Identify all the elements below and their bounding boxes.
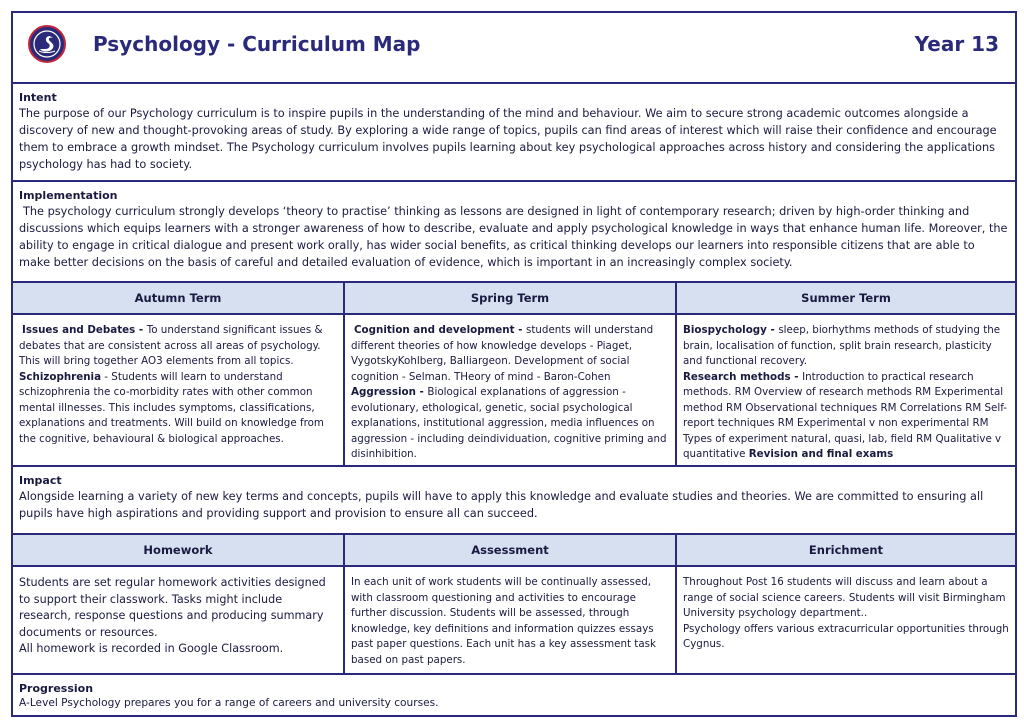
schizophrenia-title: Schizophrenia [19, 370, 102, 383]
homework-column [13, 535, 345, 673]
implementation-section [13, 182, 1015, 283]
enrichment-text: Throughout Post 16 students will discuss and learn about a range of social science careers. Students will visit Birmingham University psychology department.. [683, 576, 1006, 619]
progression-text: A-Level Psychology prepares you for a range of careers and university courses. [19, 697, 439, 709]
issues-debates-title: Issues and Debates - [22, 324, 147, 336]
autumn-term-content [13, 315, 343, 451]
biopsychology-title: Biospychology - [683, 324, 779, 336]
assessment-column [345, 535, 677, 673]
page-header [13, 13, 1015, 84]
progression-heading: Progression [19, 682, 94, 695]
cognition-development-title: Cognition and development - [354, 324, 526, 336]
biopsychology-text: sleep, biorhythms methods of studying the brain, localisation of function, split brain research, plasticity and functional recovery. [683, 324, 1001, 367]
enrichment-heading: Enrichment [677, 535, 1015, 567]
autumn-term-column [13, 283, 345, 465]
spring-term-column [345, 283, 677, 465]
research-methods-text: Introduction to practical research methods. RM Overview of research methods RM Experimental method RM Observational techniques RM Correlations RM Self-report techniques RM Experimental v non experimental RM Types of experiment natural, quasi, lab, field RM Qualitative v quantitative [683, 370, 1008, 460]
implementation-text: The psychology curriculum strongly develops ‘theory to practise’ thinking as lessons are designed in light of contemporary research; driven by high-order thinking and discussions which equips learners with a stronger awareness of how to describe, evaluate and apply psychological knowledge in ways that enhance human life. Moreover, the ability to engage in critical dialogue and present work orally, has wider social benefits, as critical thinking develops our learners into responsible citizens that are able to make better decisions on the basis of careful and detailed evaluation of evidence, which is important in an increasingly complex society. [19, 205, 1008, 269]
enrichment-content [677, 567, 1015, 657]
impact-heading: Impact [19, 474, 62, 487]
assessment-text: In each unit of work students will be continually assessed, with classroom questioning and activities to encourage further discussion. Students will be assessed, through knowledge, key definitions and information quizzes essays past paper questions. Each unit has a key assessment task based on past papers. [351, 576, 656, 666]
progression-section [13, 675, 1015, 717]
aggression-text: Biological explanations of aggression - evolutionary, ethological, genetic, social psychological explanations, institutional aggression, media influences on aggression - including deindividuation, cognitive priming and disinhibition. [351, 386, 667, 460]
extras-grid [13, 535, 1015, 675]
swan-logo-icon [28, 25, 66, 63]
cognition-development-text: students will understand different theories of how knowledge develops - Piaget, VygotskyKohlberg, Balliargeon. Development of social cognition - Selman. THeory of mind - Baron-Cohen [351, 324, 654, 383]
enrichment-column [677, 535, 1015, 673]
curriculum-map [11, 11, 1017, 717]
assessment-heading: Assessment [345, 535, 675, 567]
spring-term-content [345, 315, 675, 467]
intent-heading: Intent [19, 91, 57, 104]
summer-term-content [677, 315, 1015, 467]
summer-term-heading: Summer Term [677, 283, 1015, 315]
aggression-title: Aggression - [351, 386, 428, 398]
terms-grid [13, 283, 1015, 467]
enrichment-extracurricular-text: Psychology offers various extracurricular opportunities through Cygnus. [683, 622, 1009, 650]
impact-section [13, 467, 1015, 535]
homework-classroom-text: All homework is recorded in Google Classroom. [19, 642, 284, 655]
revision-exams-title: Revision and final exams [748, 448, 894, 460]
page-title: Psychology - Curriculum Map [93, 32, 421, 56]
homework-text: Students are set regular homework activities designed to support their classwork. Tasks might include research, response questions and producing summary documents or resources. [19, 576, 326, 639]
issues-debates-text: To understand significant issues & debates that are consistent across all areas of psychology. This will bring together AO3 elements from all topics. [19, 324, 323, 367]
spring-term-heading: Spring Term [345, 283, 675, 315]
autumn-term-heading: Autumn Term [13, 283, 343, 315]
schizophrenia-text: - Students will learn to understand schizophrenia the co-morbidity rates with other common mental illnesses. This includes symptoms, classifications, explanations and treatments. Will build on knowledge from the cognitive, behavioural & biological approaches. [19, 370, 324, 445]
year-label: Year 13 [914, 32, 999, 56]
homework-content [13, 567, 343, 662]
assessment-content [345, 567, 675, 672]
research-methods-title: Research methods - [683, 370, 803, 383]
summer-term-column [677, 283, 1015, 465]
homework-heading: Homework [13, 535, 343, 567]
intent-text: The purpose of our Psychology curriculum is to inspire pupils in the understanding of the mind and behaviour. We aim to secure strong academic outcomes alongside a discovery of new and thought-provoking areas of study. By exploring a wide range of topics, pupils can find areas of interest which will raise their confidence and encourage them to embrace a growth mindset. The Psychology curriculum involves pupils learning about key psychological approaches across history and considering the applications psychology has had to society. [19, 107, 997, 171]
impact-text: Alongside learning a variety of new key terms and concepts, pupils will have to apply this knowledge and evaluate studies and theories. We are committed to ensuring all pupils have high aspirations and providing support and provision to ensure all can succeed. [19, 490, 984, 520]
implementation-heading: Implementation [19, 189, 118, 202]
intent-section [13, 84, 1015, 182]
